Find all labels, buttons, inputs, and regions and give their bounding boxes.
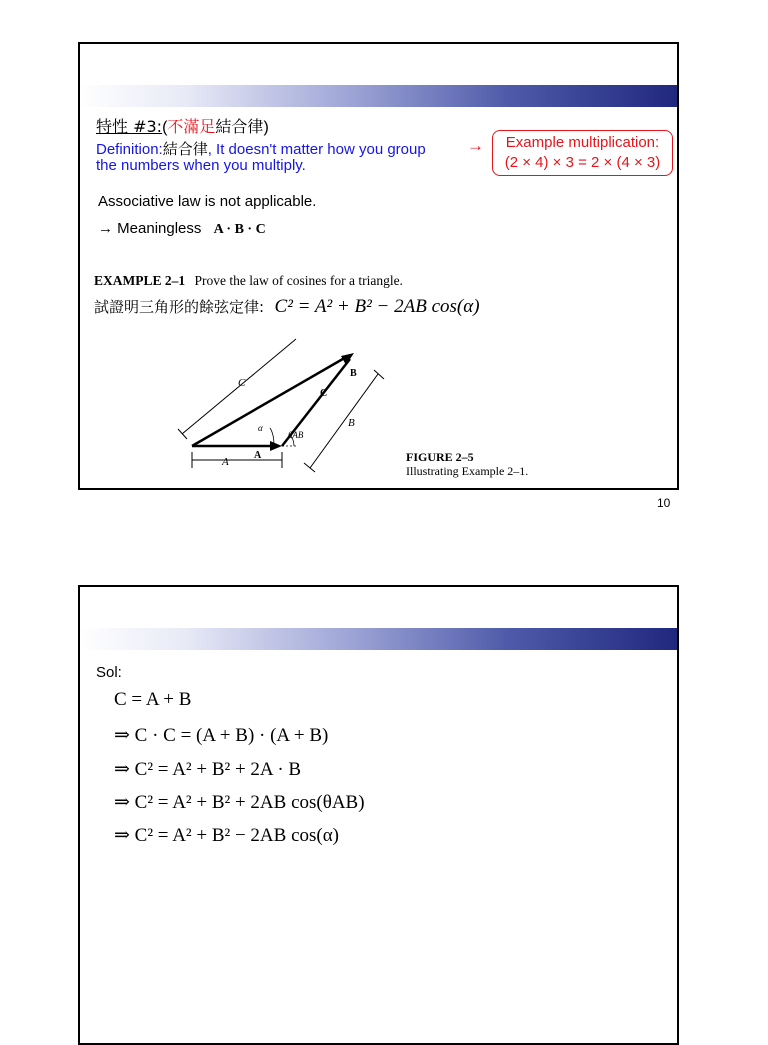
slide-2 (78, 585, 679, 1045)
property-heading (96, 114, 269, 137)
sol-label: Sol: (96, 664, 122, 681)
equation-4: ⇒ C² = A² + B² + 2AB cos(θAB) (114, 792, 365, 813)
cosine-law-line (94, 296, 480, 318)
example-label: EXAMPLE 2–1 (94, 273, 186, 288)
cjk-title: 試證明三角形的餘弦定律: (94, 298, 265, 316)
triangle-diagram (170, 334, 400, 474)
label-a-vec: A (254, 450, 262, 461)
figure-caption-block (406, 450, 528, 478)
label-theta: θAB (288, 430, 304, 440)
paren-close: ) (263, 119, 269, 136)
associative-text: Associative law is not applicable. (98, 193, 317, 210)
callout-arrow: → (467, 136, 484, 155)
property-prefix: 特性 #3: (96, 117, 163, 136)
equation-2: ⇒ C · C = (A + B) · (A + B) (114, 725, 329, 746)
label-c-outer: C (238, 377, 246, 389)
title-bar (80, 85, 677, 107)
meaningless-expr: A · B · C (213, 222, 266, 237)
meaningless-text: → Meaningless (98, 220, 202, 237)
vector-c-line (192, 356, 348, 446)
figure-title: FIGURE 2–5 (406, 450, 474, 464)
example-callout (492, 130, 673, 176)
meaningless-line (98, 220, 266, 238)
paren-open: ( (162, 119, 168, 136)
page-number: 10 (657, 496, 671, 510)
equation-3: ⇒ C² = A² + B² + 2A · B (114, 759, 302, 780)
title-bar (80, 628, 677, 650)
label-c-inner: C (320, 388, 328, 399)
equation-5: ⇒ C² = A² + B² − 2AB cos(α) (114, 825, 340, 846)
law-equation: C² = A² + B² − 2AB cos(α) (274, 296, 480, 317)
callout-line-1: Example multiplication: (505, 134, 660, 151)
def-text-1: , It doesn't matter how you group (207, 141, 426, 158)
example-heading (94, 273, 403, 289)
callout-line-2: (2 × 4) × 3 = 2 × (4 × 3) (504, 154, 661, 171)
slide-1 (78, 42, 679, 490)
def-cjk: 結合律 (162, 140, 208, 158)
definition-line-2: the numbers when you multiply. (96, 157, 306, 174)
def-label: Definition: (96, 141, 163, 158)
figure-caption: Illustrating Example 2–1. (406, 464, 529, 478)
label-a-outer: A (222, 456, 229, 468)
definition-line-1 (96, 138, 426, 159)
equation-1: C = A + B (114, 689, 192, 710)
property-rest: 結合律 (215, 117, 264, 136)
label-b-vec: B (350, 368, 357, 379)
label-b-outer: B (348, 417, 355, 429)
example-text: Prove the law of cosines for a triangle. (194, 273, 403, 288)
label-alpha: α (258, 423, 263, 433)
property-red: 不滿足 (167, 117, 216, 136)
